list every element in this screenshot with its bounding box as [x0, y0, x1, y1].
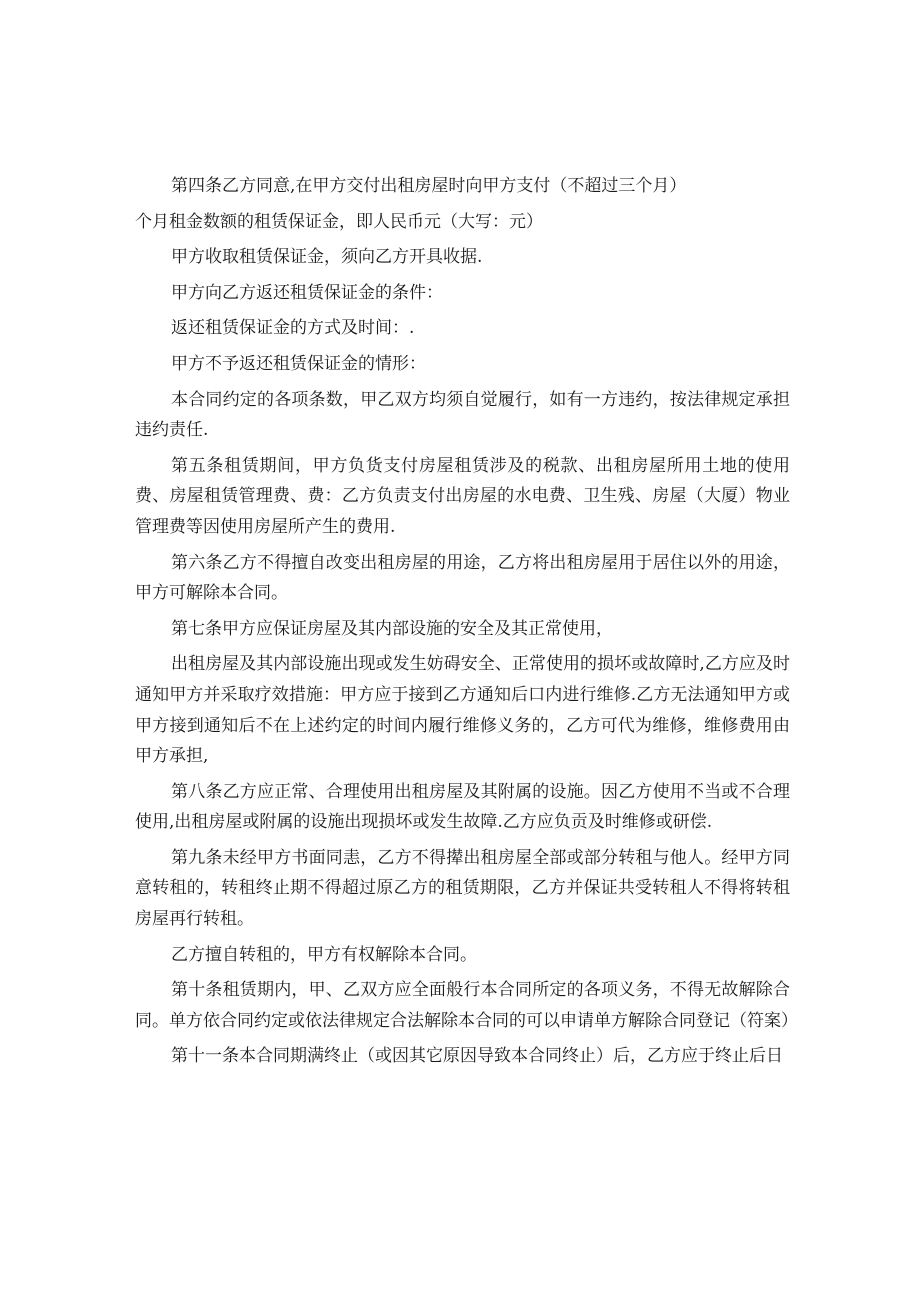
- clause-11-paragraph: 第十一条本合同期满终止（或因其它原因导致本合同终止）后，乙方应于终止后日: [171, 1046, 783, 1067]
- deposit-return-conditions-paragraph: 甲方向乙方返还租赁保证金的条件：: [171, 282, 443, 303]
- maintenance-paragraph: 出租房屋及其内部设施出现或发生妨碍安全、正常使用的损坏或故障时,乙方应及时通知甲方并采取疗效措施：甲方应于接到乙方通知后口内进行维修.乙方无法通知甲方或甲方接到通知后不在上述约定的时间内履行维修义务的，乙方可代为维修，维修费用由甲方承担,: [135, 654, 790, 767]
- clause-9-paragraph: 第九条未经甲方书面同恚，乙方不得撵出租房屋全部或部分转租与他人。经甲方同意转租的，转租终止期不得超过原乙方的租赁期限，乙方并保证共受转租人不得将转租房屋再行转租。: [135, 847, 790, 930]
- clause-4-paragraph: 第四条乙方同意,在甲方交付出租房屋时向甲方支付（不超过三个月）: [171, 176, 687, 196]
- sublease-termination-paragraph: 乙方擅自转租的，甲方有权解除本合同。: [171, 944, 477, 965]
- clause-6-paragraph: 第六条乙方不得擅自改变出租房屋的用途，乙方将出租房屋用于居住以外的用途，甲方可解除本合同。: [135, 552, 790, 604]
- deposit-amount-paragraph: 个月租金数额的租赁保证金，即人民币元（大写：元）: [135, 211, 543, 232]
- clause-8-paragraph: 第八条乙方应正常、合理使用出租房屋及其附属的设施。因乙方使用不当或不合理使用,出租房屋或附属的设施出现损坏或发生故障.乙方应负贡及时维修或研偿.: [135, 781, 790, 833]
- clause-10-paragraph: 第十条租赁期内，甲、乙双方应全面般行本合同所定的各项义务，不得无故解除合同。单方依合同约定或依法律规定合法解除本合同的可以申请单方解除合同登记（符案）: [135, 980, 798, 1031]
- clause-7-paragraph: 第七条甲方应保证房屋及其内部设施的安全及其正常使用，: [171, 618, 613, 639]
- deposit-return-method-paragraph: 返还租赁保证金的方式及时间：.: [171, 318, 415, 339]
- document-body: [135, 171, 798, 1077]
- deposit-receipt-paragraph: 甲方收取租赁保证金，须向乙方开具收据.: [171, 247, 483, 268]
- deposit-non-return-paragraph: 甲方不予返还租赁保证金的情形：: [171, 353, 426, 374]
- clause-5-paragraph: 第五条租赁期间，甲方负货支付房屋租赁涉及的税款、出租房屋所用土地的使用费、房屋租赁管理费、费：乙方负责支付出房屋的水电费、卫生残、房屋（大厦）物业管理费等因使用房屋所产生的费用.: [135, 455, 790, 537]
- breach-liability-paragraph: 本合同约定的各项条数，甲乙双方均须自觉履行，如有一方违约，按法律规定承担违约责任.: [135, 389, 790, 441]
